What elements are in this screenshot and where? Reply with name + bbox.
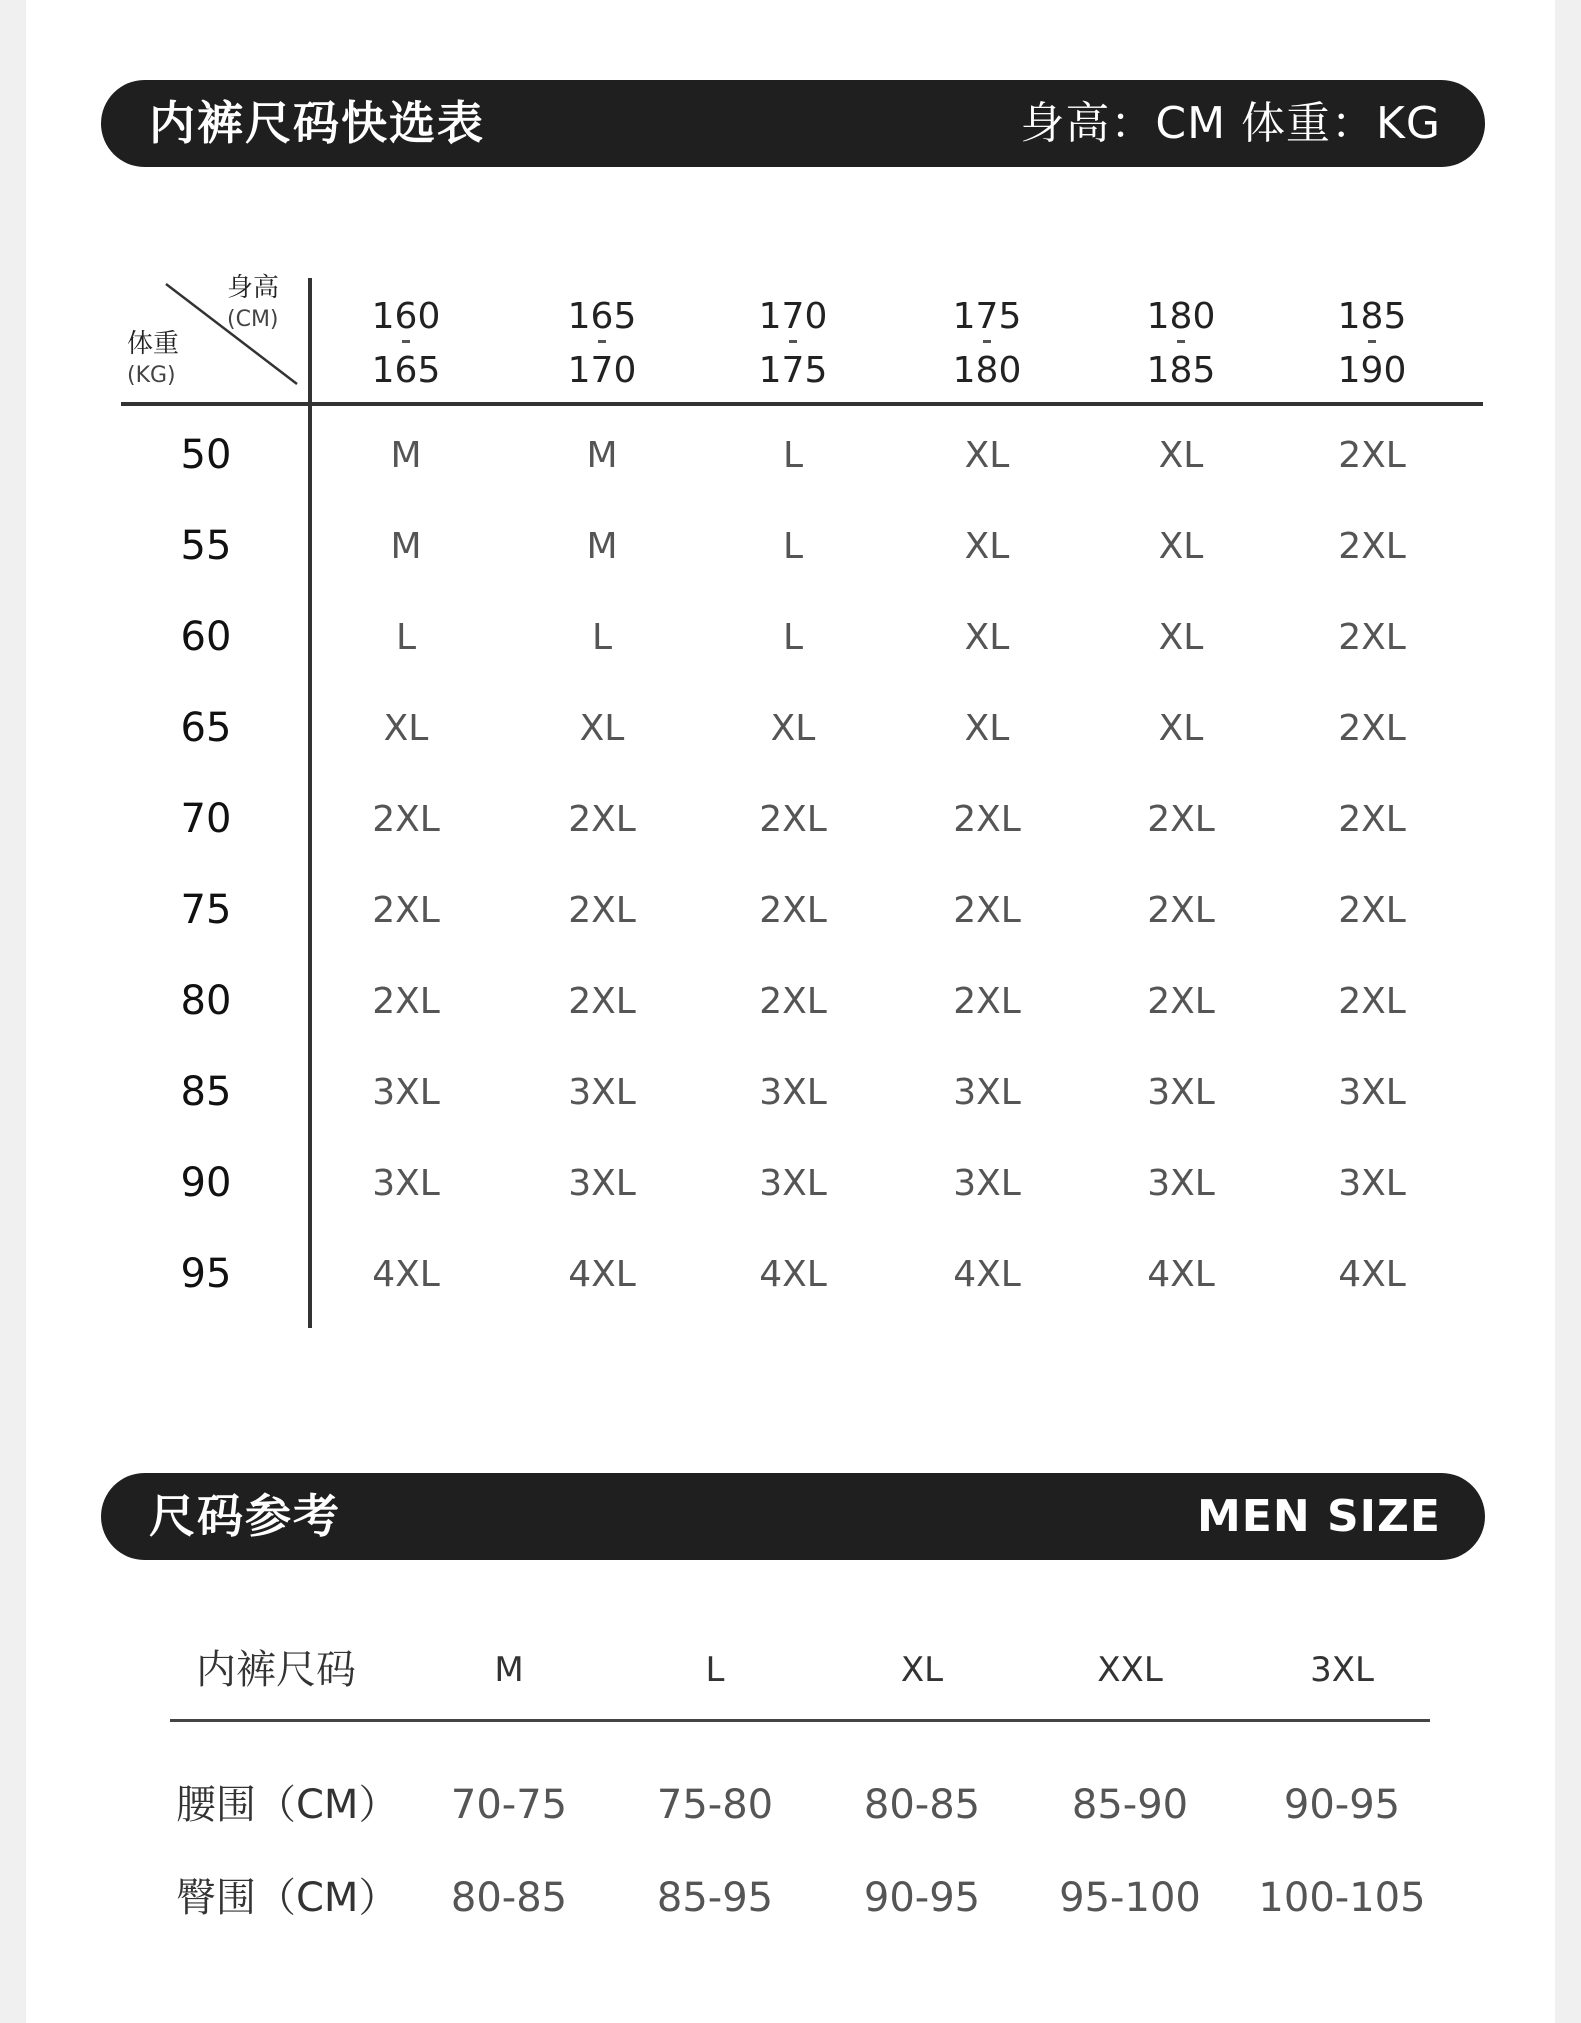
size-cell: 3XL — [372, 1163, 440, 1204]
reference-banner — [101, 1473, 1485, 1560]
table-horizontal-divider — [121, 402, 1483, 406]
size-cell: 2XL — [759, 981, 827, 1022]
size-cell: 2XL — [1338, 435, 1406, 476]
size-cell: M — [390, 526, 422, 567]
reference-size-header: M — [494, 1650, 524, 1690]
height-column-header — [917, 290, 1057, 398]
corner-height-unit: (CM) — [227, 307, 279, 332]
table-row — [26, 683, 1555, 774]
table-row — [26, 956, 1555, 1047]
size-cell: 4XL — [759, 1254, 827, 1295]
size-cell: 2XL — [759, 799, 827, 840]
height-to: 165 — [371, 350, 441, 391]
weight-label: 90 — [180, 1160, 232, 1206]
size-cell: XL — [579, 708, 625, 749]
reference-value-cell: 85-95 — [656, 1875, 774, 1921]
reference-size-header: 3XL — [1310, 1650, 1374, 1690]
size-cell: XL — [964, 708, 1010, 749]
corner-weight-unit: (KG) — [127, 363, 176, 388]
size-cell: M — [586, 435, 618, 476]
size-cell: 2XL — [953, 799, 1021, 840]
height-from: 180 — [1146, 296, 1216, 337]
size-cell: 3XL — [759, 1163, 827, 1204]
size-cell: 2XL — [1338, 799, 1406, 840]
quick-table-units: 身高：CM 体重：KG — [1020, 98, 1441, 149]
weight-label: 95 — [180, 1251, 232, 1297]
size-cell: XL — [1158, 435, 1204, 476]
table-row — [26, 865, 1555, 956]
height-to: 170 — [567, 350, 637, 391]
reference-value-cell: 85-90 — [1071, 1782, 1189, 1828]
size-cell: XL — [1158, 708, 1204, 749]
quick-table-title: 内裤尺码快选表 — [149, 96, 485, 150]
weight-label: 70 — [180, 796, 232, 842]
height-from: 185 — [1337, 296, 1407, 337]
reference-value-cell: 70-75 — [450, 1782, 568, 1828]
weight-label: 65 — [180, 705, 232, 751]
reference-size-header: L — [705, 1650, 725, 1690]
weight-label: 85 — [180, 1069, 232, 1115]
size-cell: 2XL — [1338, 981, 1406, 1022]
table-row — [26, 501, 1555, 592]
reference-row-label: 臀围（CM） — [176, 1875, 399, 1921]
height-to: 175 — [758, 350, 828, 391]
height-to: 180 — [952, 350, 1022, 391]
size-cell: 2XL — [1147, 890, 1215, 931]
size-cell: 3XL — [1338, 1163, 1406, 1204]
weight-label: 50 — [180, 432, 232, 478]
height-column-header — [532, 290, 672, 398]
reference-size-header: XXL — [1097, 1650, 1163, 1690]
size-cell: 4XL — [1147, 1254, 1215, 1295]
reference-title: 尺码参考 — [149, 1489, 341, 1543]
size-cell: 4XL — [1338, 1254, 1406, 1295]
table-row — [26, 410, 1555, 501]
size-cell: M — [586, 526, 618, 567]
size-cell: L — [782, 617, 804, 658]
size-cell: 2XL — [1338, 617, 1406, 658]
size-cell: 2XL — [1338, 708, 1406, 749]
size-cell: 2XL — [372, 890, 440, 931]
size-cell: 2XL — [568, 799, 636, 840]
size-cell: 4XL — [568, 1254, 636, 1295]
size-cell: XL — [964, 435, 1010, 476]
size-cell: 3XL — [759, 1072, 827, 1113]
height-column-header — [1302, 290, 1442, 398]
page — [26, 0, 1555, 2023]
size-cell: L — [782, 435, 804, 476]
size-cell: 3XL — [953, 1072, 1021, 1113]
size-cell: 2XL — [1338, 890, 1406, 931]
size-cell: 2XL — [372, 981, 440, 1022]
table-row — [26, 592, 1555, 683]
table-row — [26, 1138, 1555, 1229]
corner-weight-label: 体重 — [127, 329, 180, 359]
size-cell: 3XL — [568, 1072, 636, 1113]
size-cell: 3XL — [1147, 1163, 1215, 1204]
table-row — [26, 1047, 1555, 1138]
height-to: 190 — [1337, 350, 1407, 391]
table-corner-cell — [121, 272, 321, 390]
size-cell: L — [782, 526, 804, 567]
reference-subtitle: MEN SIZE — [1196, 1491, 1441, 1542]
height-to: 185 — [1146, 350, 1216, 391]
weight-label: 60 — [180, 614, 232, 660]
size-cell: 2XL — [568, 981, 636, 1022]
size-cell: XL — [964, 617, 1010, 658]
reference-value-cell: 80-85 — [450, 1875, 568, 1921]
height-from: 165 — [567, 296, 637, 337]
quick-table-banner — [101, 80, 1485, 167]
size-cell: 2XL — [953, 981, 1021, 1022]
weight-label: 55 — [180, 523, 232, 569]
table-row — [26, 1229, 1555, 1320]
size-cell: XL — [964, 526, 1010, 567]
reference-row-label: 腰围（CM） — [176, 1782, 399, 1828]
height-column-header — [723, 290, 863, 398]
height-from: 160 — [371, 296, 441, 337]
size-cell: L — [395, 617, 417, 658]
size-cell: XL — [383, 708, 429, 749]
reference-value-cell: 100-105 — [1258, 1875, 1426, 1921]
height-column-header — [1111, 290, 1251, 398]
height-from: 170 — [758, 296, 828, 337]
reference-divider — [170, 1719, 1430, 1722]
reference-header-label: 内裤尺码 — [196, 1647, 356, 1693]
size-cell: L — [591, 617, 613, 658]
reference-value-cell: 75-80 — [656, 1782, 774, 1828]
size-cell: XL — [1158, 617, 1204, 658]
size-cell: M — [390, 435, 422, 476]
size-cell: 3XL — [372, 1072, 440, 1113]
size-cell: 3XL — [568, 1163, 636, 1204]
weight-label: 80 — [180, 978, 232, 1024]
size-cell: 2XL — [1147, 981, 1215, 1022]
height-column-header — [336, 290, 476, 398]
size-cell: 3XL — [1338, 1072, 1406, 1113]
reference-size-header: XL — [900, 1650, 944, 1690]
reference-value-cell: 80-85 — [863, 1782, 981, 1828]
size-cell: 2XL — [568, 890, 636, 931]
size-cell: XL — [1158, 526, 1204, 567]
size-cell: 4XL — [372, 1254, 440, 1295]
reference-value-cell: 90-95 — [863, 1875, 981, 1921]
size-cell: 2XL — [759, 890, 827, 931]
size-cell: 2XL — [1147, 799, 1215, 840]
size-cell: 2XL — [372, 799, 440, 840]
size-cell: 2XL — [953, 890, 1021, 931]
table-row — [26, 774, 1555, 865]
height-from: 175 — [952, 296, 1022, 337]
size-cell: 3XL — [1147, 1072, 1215, 1113]
size-cell: 3XL — [953, 1163, 1021, 1204]
size-cell: XL — [770, 708, 816, 749]
size-cell: 4XL — [953, 1254, 1021, 1295]
size-cell: 2XL — [1338, 526, 1406, 567]
corner-height-label: 身高 — [227, 273, 280, 303]
weight-label: 75 — [180, 887, 232, 933]
reference-value-cell: 90-95 — [1283, 1782, 1401, 1828]
reference-value-cell: 95-100 — [1059, 1875, 1201, 1921]
